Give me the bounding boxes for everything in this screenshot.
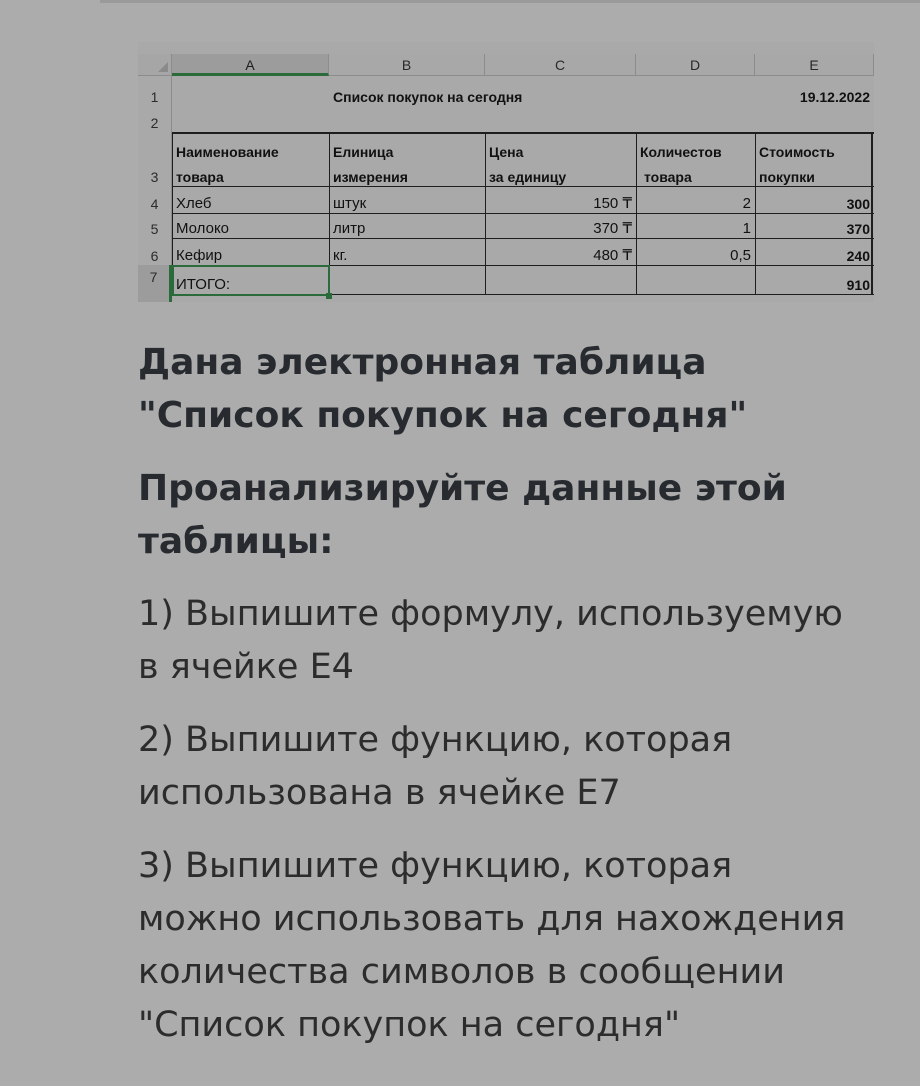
cell-d3-header-line2[interactable]: товара <box>644 169 692 185</box>
cell-d4[interactable]: 2 <box>742 195 751 212</box>
task-3-line1: 3) Выпишите функцию, которая <box>138 846 733 886</box>
task-2-line2: использована в ячейке Е7 <box>138 773 621 813</box>
question-instruction <box>138 462 898 568</box>
task-2 <box>138 714 898 820</box>
row-header-7[interactable]: 7 <box>138 265 172 302</box>
column-header-c[interactable]: C <box>485 54 636 76</box>
column-header-d[interactable]: D <box>636 54 755 76</box>
cell-a3-header-line2[interactable]: товара <box>176 169 224 185</box>
cell-a7-total-label[interactable]: ИТОГО: <box>176 276 231 293</box>
cell-e3-header-line2[interactable]: покупки <box>759 169 815 185</box>
row-header-3[interactable]: 3 <box>138 132 172 186</box>
column-header-a[interactable]: A <box>172 54 329 76</box>
task-3-line3: количества символов в сообщении <box>138 952 785 992</box>
row-header-4[interactable]: 4 <box>138 186 172 213</box>
row-header-1[interactable]: 1 <box>138 76 172 106</box>
question-block <box>138 336 898 1052</box>
cell-b5[interactable]: литр <box>333 220 366 237</box>
cell-e3-header-line1[interactable]: Стоимость <box>759 144 835 160</box>
cell-a4[interactable]: Хлеб <box>176 195 212 212</box>
row-header-2[interactable]: 2 <box>138 106 172 132</box>
cell-c4[interactable]: 150 ₸ <box>593 195 632 212</box>
cell-d6[interactable]: 0,5 <box>730 247 751 264</box>
cell-b3-header-line2[interactable]: измерения <box>333 169 408 185</box>
task-3-line2: можно использовать для нахождения <box>138 899 846 939</box>
question-title-line1: Дана электронная таблица <box>138 342 707 383</box>
cell-b3-header-line1[interactable]: Елиница <box>333 144 394 160</box>
instruction-line2: таблицы: <box>138 521 334 562</box>
task-3-line4: "Список покупок на сегодня" <box>138 1005 681 1045</box>
question-title-line2: "Список покупок на сегодня" <box>138 395 748 436</box>
instruction-line1: Проанализируйте данные этой <box>138 468 787 509</box>
cell-d3-header-line1[interactable]: Количестов <box>640 144 722 160</box>
cell-b6[interactable]: кг. <box>333 247 348 264</box>
cell-b1-title[interactable]: Список покупок на сегодня <box>333 89 523 105</box>
cell-e5[interactable]: 370 <box>846 221 870 237</box>
active-cell-selection[interactable] <box>172 265 330 296</box>
row-header-5[interactable]: 5 <box>138 213 172 238</box>
task-1-line1: 1) Выпишите формулу, используемую <box>138 594 843 634</box>
row-header-6[interactable]: 6 <box>138 238 172 265</box>
cell-c5[interactable]: 370 ₸ <box>593 220 632 237</box>
fill-handle[interactable] <box>326 293 332 299</box>
cell-e4[interactable]: 300 <box>846 196 870 212</box>
select-all-triangle-icon <box>158 62 168 72</box>
cell-a6[interactable]: Кефир <box>176 247 223 264</box>
cell-c3-header-line2[interactable]: за единицу <box>489 169 567 185</box>
top-divider <box>100 0 920 3</box>
cell-e7-total[interactable]: 910 <box>846 277 870 293</box>
column-header-e[interactable]: E <box>755 54 874 76</box>
cell-e1-date[interactable]: 19.12.2022 <box>799 89 870 105</box>
cell-b4[interactable]: штук <box>333 195 367 212</box>
task-3 <box>138 840 898 1052</box>
question-title <box>138 336 898 442</box>
task-2-line1: 2) Выпишите функцию, которая <box>138 720 733 760</box>
cell-a3-header-line1[interactable]: Наименование <box>176 144 279 160</box>
task-1-line2: в ячейке Е4 <box>138 647 354 687</box>
cell-c6[interactable]: 480 ₸ <box>593 247 632 264</box>
task-1 <box>138 588 898 694</box>
cell-c3-header-line1[interactable]: Цена <box>489 144 524 160</box>
cell-a5[interactable]: Молоко <box>176 220 230 237</box>
column-header-b[interactable]: B <box>329 54 485 76</box>
cell-d5[interactable]: 1 <box>742 220 751 237</box>
spreadsheet-image <box>138 42 874 302</box>
select-all-corner[interactable] <box>138 54 172 76</box>
cell-e6[interactable]: 240 <box>846 248 870 264</box>
